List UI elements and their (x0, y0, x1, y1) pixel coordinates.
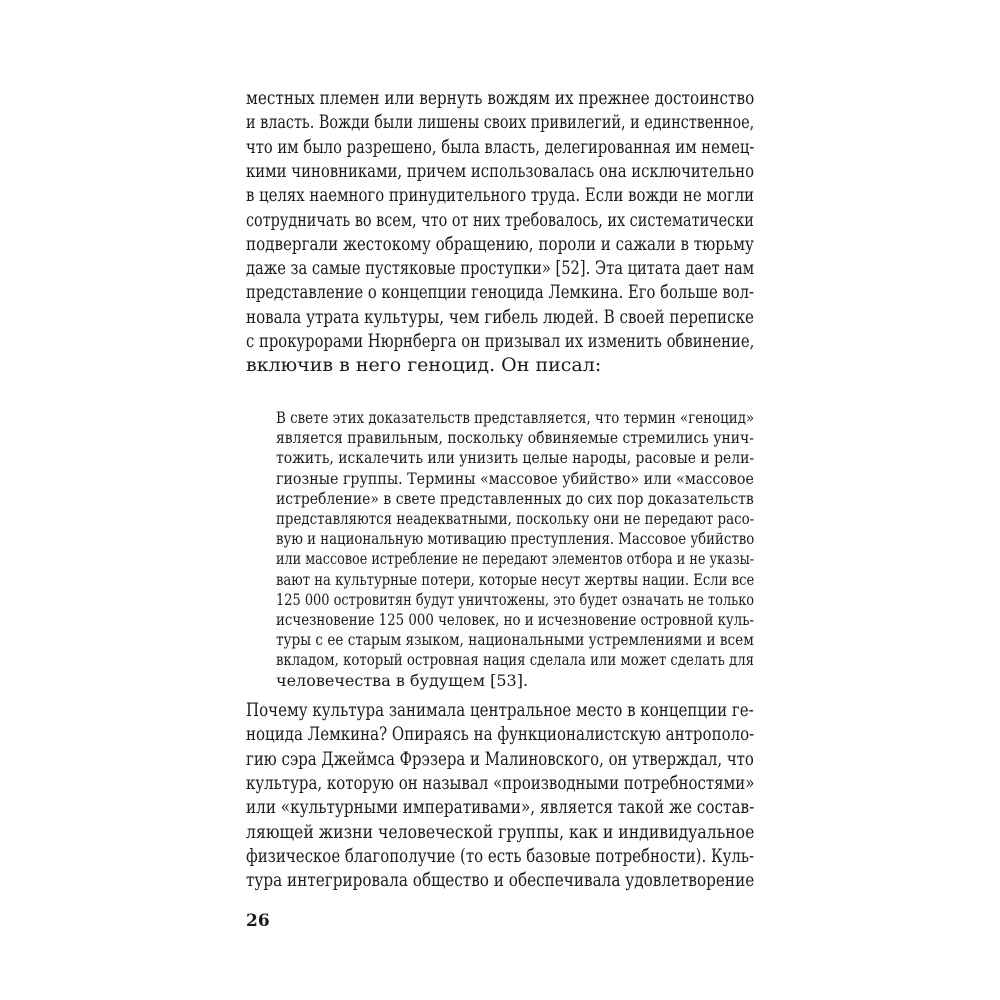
p2-line: тура интегрировала общество и обеспечивала удовлетворение (246, 869, 755, 892)
p2-line: физическое благополучие (то есть базовые потребности). Куль- (246, 844, 755, 867)
quote-line: человечества в будущем [53]. (276, 670, 529, 690)
quote-line: является правильным, поскольку обвиняемые стремились унич- (276, 428, 754, 448)
p1-line: в целях наемного принудительного труда. Если вожди не могли (246, 184, 755, 207)
quote-line: или массовое истребление не передают элементов отбора и не указы- (276, 549, 755, 569)
quote-line: вают на культурные потери, которые несут жертвы нации. Если все (276, 569, 755, 589)
p1-line: кими чиновниками, причем использовалась она исключительно (246, 159, 755, 182)
p1-line: включив в него геноцид. Он писал: (246, 354, 602, 377)
p2-line: ляющей жизни человеческой группы, как и индивидуальное (246, 820, 755, 843)
p1-line: местных племен или вернуть вождям их прежнее достоинство (246, 87, 755, 109)
quote-line: вкладом, который островная нация сделала или может сделать для (276, 650, 754, 670)
quote-line: вую и национальную мотивацию преступления. Массовое убийство (276, 529, 755, 549)
p1-line: представление о концепции геноцида Лемкина. Его больше вол- (246, 281, 754, 304)
p1-line: новала утрата культуры, чем гибель людей. В своей переписке (246, 305, 754, 328)
quote-line: В свете этих доказательств представляется, что термин «геноцид» (276, 408, 755, 427)
quote-line: 125 000 островитян будут уничтожены, это будет означать не только (276, 589, 755, 609)
p2-line: Почему культура занимала центральное место в концепции ге- (246, 699, 754, 721)
p2-line: гию сэра Джеймса Фрэзера и Малиновского, он утверждал, что (246, 747, 754, 770)
quote-line: представляются неадекватными, поскольку они не передают расо- (276, 509, 755, 528)
p1-line: с прокурорами Нюрнберга он призывал их изменить обвинение, (246, 330, 755, 352)
quote-line: истребление» в свете представленных до сих пор доказательств (276, 488, 754, 508)
p1-line: даже за самые пустяковые проступки» [52]. Эта цитата дает нам (246, 257, 755, 280)
quote-line: гиозные группы. Термины «массовое убийство» или «массовое (276, 468, 754, 488)
p2-line: или «культурными императивами», является такой же состав- (246, 796, 755, 819)
p1-line: подвергали жестокому обращению, пороли и сажали в тюрьму (246, 232, 754, 255)
p1-line: сотрудничать во всем, что от них требовалось, их систематически (246, 208, 754, 231)
quote-line: тожить, искалечить или унизить целые народы, расовые и рели- (276, 448, 755, 468)
p2-line: культура, которую он называл «производными потребностями» (246, 771, 755, 794)
p1-line: что им было разрешено, была власть, делегированная им немец- (246, 135, 755, 158)
p1-line: и власть. Вожди были лишены своих привилегий, и единственное, (246, 111, 755, 134)
quote-line: туры с ее старым языком, национальными устремлениями и всем (276, 630, 754, 650)
quote-line: исчезновение 125 000 человек, но и исчезновение островной куль- (276, 610, 755, 629)
page-number: 26 (246, 911, 270, 931)
p2-line: ноцида Лемкина? Опираясь на функционалистскую антрополо- (246, 723, 755, 746)
